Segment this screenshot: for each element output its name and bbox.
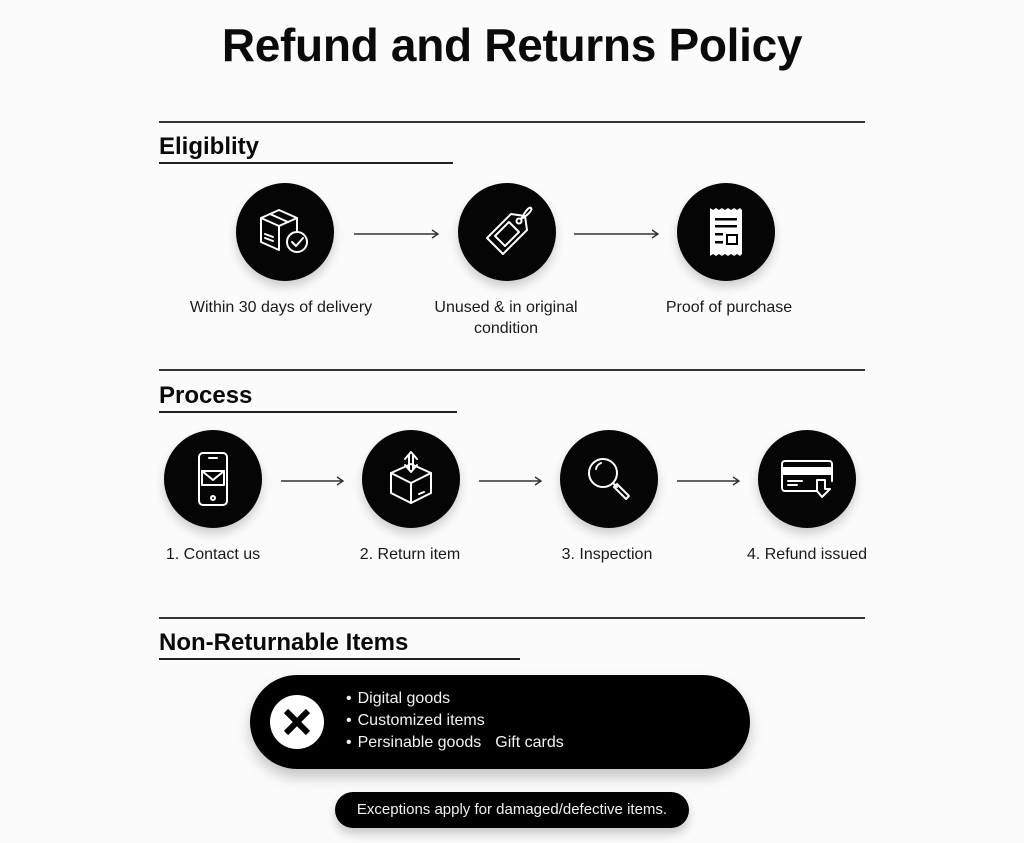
box-check-icon xyxy=(253,200,317,264)
exceptions-note: Exceptions apply for damaged/defective items. xyxy=(335,792,689,828)
non-returnable-panel xyxy=(250,675,750,769)
eligibility-label-condition xyxy=(406,297,606,339)
process-label-return: 2. Return item xyxy=(359,546,461,563)
non-returnable-list xyxy=(346,688,564,754)
process-step-return xyxy=(362,430,460,528)
x-circle-icon xyxy=(280,705,314,739)
process-step-contact xyxy=(164,430,262,528)
list-item: • Persinable goods Gift cards xyxy=(346,732,564,754)
process-label-contact: 1. Contact us xyxy=(165,546,261,563)
process-step-refund xyxy=(758,430,856,528)
section-heading-non-returnable: Non-Returnable Items xyxy=(159,629,409,656)
price-tag-icon xyxy=(475,200,539,264)
eligibility-step-condition xyxy=(458,183,556,281)
section-divider-non-returnable xyxy=(159,617,865,619)
eligibility-label-condition-line1: Unused & in original xyxy=(434,299,578,316)
page-title: Refund and Returns Policy xyxy=(221,19,803,71)
list-item: • Digital goods xyxy=(346,688,564,710)
process-label-refund: 4. Refund issued xyxy=(746,546,868,563)
arrow-eligibility-2 xyxy=(574,229,660,239)
eligibility-step-proof xyxy=(677,183,775,281)
section-heading-process: Process xyxy=(159,382,253,409)
eligibility-label-condition-line2: condition xyxy=(473,320,539,337)
section-heading-eligibility: Eligiblity xyxy=(159,133,260,160)
phone-mail-icon xyxy=(181,447,245,511)
eligibility-label-delivery: Within 30 days of delivery xyxy=(189,299,373,316)
section-divider-eligibility xyxy=(159,121,865,123)
eligibility-step-delivery xyxy=(236,183,334,281)
process-step-inspection xyxy=(560,430,658,528)
list-item: • Customized items xyxy=(346,710,564,732)
receipt-icon xyxy=(694,200,758,264)
process-label-inspection: 3. Inspection xyxy=(561,546,653,563)
card-refund-icon xyxy=(775,447,839,511)
arrow-process-1 xyxy=(281,476,345,486)
arrow-process-3 xyxy=(677,476,741,486)
list-item-extra: Gift cards xyxy=(495,734,564,751)
arrow-process-2 xyxy=(479,476,543,486)
heading-underline-non-returnable xyxy=(159,658,520,660)
x-badge xyxy=(270,695,324,749)
heading-underline-eligibility xyxy=(159,162,453,164)
section-divider-process xyxy=(159,369,865,371)
arrow-eligibility-1 xyxy=(354,229,440,239)
magnifier-icon xyxy=(577,447,641,511)
heading-underline-process xyxy=(159,411,457,413)
eligibility-label-proof: Proof of purchase xyxy=(665,299,793,316)
box-return-icon xyxy=(379,447,443,511)
